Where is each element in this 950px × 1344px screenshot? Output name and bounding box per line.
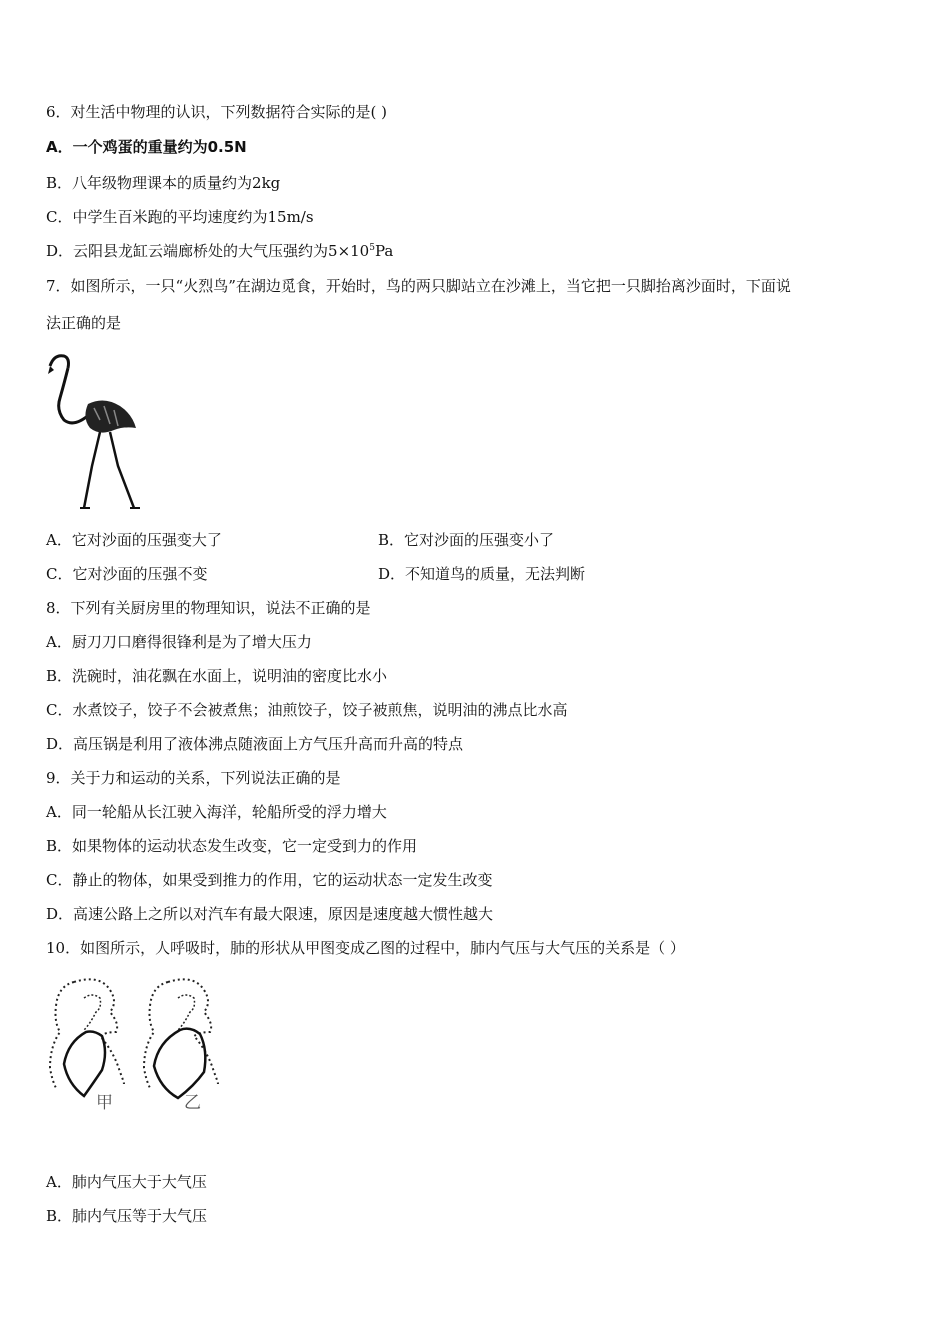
q9-option-c: C．静止的物体，如果受到推力的作用，它的运动状态一定发生改变 <box>46 871 493 889</box>
q9-option-b: B．如果物体的运动状态发生改变，它一定受到力的作用 <box>46 837 418 855</box>
q6-stem: 6．对生活中物理的认识，下列数据符合实际的是( ) <box>46 103 388 121</box>
label-jia: 甲 <box>96 1093 113 1113</box>
q10-option-a: A．肺内气压大于大气压 <box>46 1173 207 1191</box>
q7-option-a: A．它对沙面的压强变大了 <box>46 531 222 549</box>
q8-stem: 8．下列有关厨房里的物理知识，说法不正确的是 <box>46 599 371 617</box>
q7-stem-line2: 法正确的是 <box>46 314 122 332</box>
q6-option-c: C．中学生百米跑的平均速度约为15m/s <box>46 208 314 226</box>
q9-option-d: D．高速公路上之所以对汽车有最大限速，原因是速度越大惯性越大 <box>46 905 494 923</box>
lung-figure <box>44 972 224 1112</box>
q6-option-b: B．八年级物理课本的质量约为2kg <box>46 174 281 192</box>
q7-option-d: D．不知道鸟的质量，无法判断 <box>378 565 586 583</box>
q7-option-c: C．它对沙面的压强不变 <box>46 565 208 583</box>
q8-option-a: A．厨刀刀口磨得很锋利是为了增大压力 <box>46 633 312 651</box>
q10-option-b: B．肺内气压等于大气压 <box>46 1207 208 1225</box>
q8-option-c: C．水煮饺子，饺子不会被煮焦；油煎饺子，饺子被煎焦，说明油的沸点比水高 <box>46 701 568 719</box>
q9-option-a: A．同一轮船从长江驶入海洋，轮船所受的浮力增大 <box>46 803 387 821</box>
q6-option-d <box>46 241 393 261</box>
q7-stem-line1: 7．如图所示，一只“火烈鸟”在湖边觅食，开始时，鸟的两只脚站立在沙滩上，当它把一只脚抬离沙面时，下面说 <box>46 277 791 295</box>
lung-jia-drawing <box>50 979 124 1096</box>
q10-stem: 10．如图所示，人呼吸时，肺的形状从甲图变成乙图的过程中，肺内气压与大气压的关系是（ ） <box>46 939 685 957</box>
flamingo-illustration <box>44 348 144 512</box>
flamingo-figure <box>44 348 144 512</box>
q6-option-a: A．一个鸡蛋的重量约为0.5N <box>46 138 247 156</box>
q6-option-d-exponent: 5 <box>369 243 375 253</box>
q8-option-b: B．洗碗时，油花飘在水面上，说明油的密度比水小 <box>46 667 388 685</box>
q6-option-d-unit: Pa <box>374 242 394 260</box>
q6-option-d-text: D．云阳县龙缸云端廊桥处的大气压强约为5×10 <box>46 242 370 260</box>
q8-option-d: D．高压锅是利用了液体沸点随液面上方气压升高而升高的特点 <box>46 735 464 753</box>
q7-option-b: B．它对沙面的压强变小了 <box>378 531 555 549</box>
lung-yi-drawing <box>144 979 218 1098</box>
label-yi: 乙 <box>184 1093 201 1113</box>
q9-stem: 9．关于力和运动的关系，下列说法正确的是 <box>46 769 341 787</box>
